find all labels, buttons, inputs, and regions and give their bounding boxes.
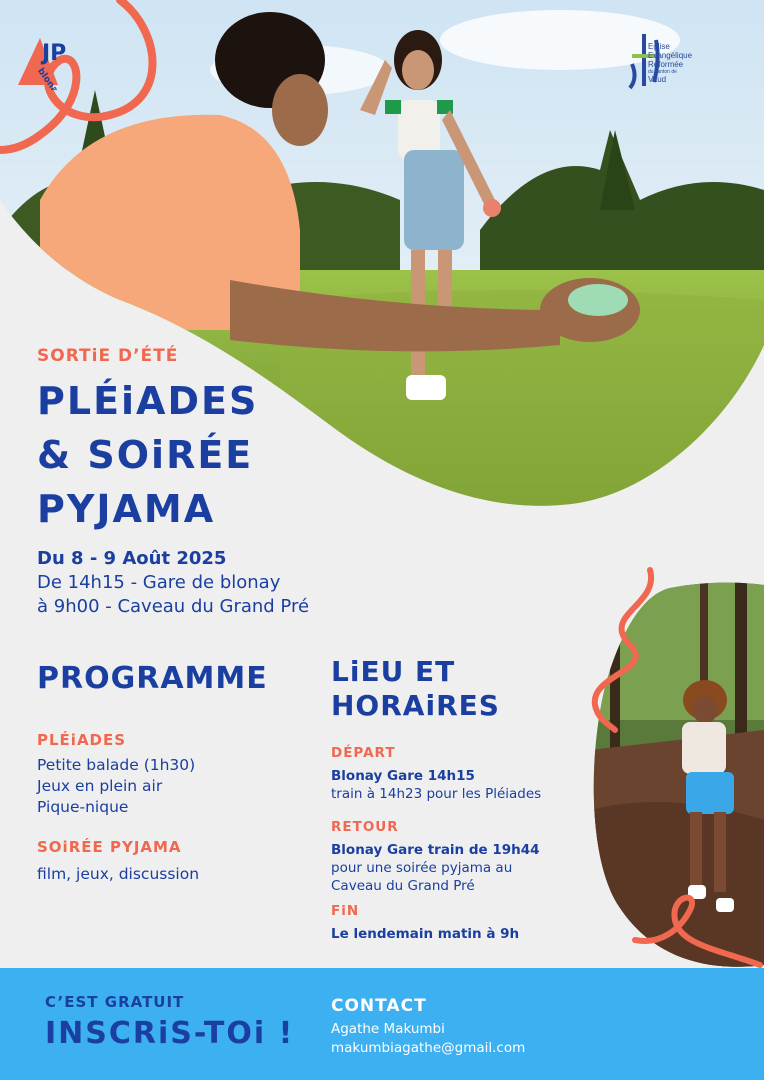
list-item: Pique-nique (37, 798, 129, 816)
register-callout: INSCRiS-TOi ! (45, 1016, 295, 1051)
church-line-1: Eglise (648, 42, 670, 51)
event-end: à 9h00 - Caveau du Grand Pré (37, 596, 310, 617)
fin-heading: FiN (331, 903, 360, 919)
event-start: De 14h15 - Gare de blonay (37, 572, 281, 593)
programme-heading: PROGRAMME (37, 661, 268, 696)
hero-title-line-2: & SOiRÉE (37, 433, 254, 477)
hero-title-block (37, 346, 258, 536)
list-item: Jeux en plein air (37, 777, 163, 795)
retour-text-2: Caveau du Grand Pré (331, 878, 475, 894)
list-item: Petite balade (1h30) (37, 756, 196, 774)
lieu-section (331, 655, 591, 943)
church-line-4: du canton de (648, 69, 677, 75)
church-line-5: Vaud (648, 75, 667, 84)
contact-name: Agathe Makumbi (331, 1021, 445, 1037)
church-name (648, 42, 692, 84)
contact-block (331, 996, 525, 1058)
contact-email[interactable]: makumbiagathe@gmail.com (331, 1040, 526, 1056)
retour-text-1: pour une soirée pyjama au (331, 860, 513, 876)
depart-heading: DÉPART (331, 745, 396, 761)
church-line-3: Réformée (648, 60, 684, 69)
coral-squiggle-bottom (630, 890, 764, 980)
event-date: Du 8 - 9 Août 2025 (37, 548, 227, 569)
lieu-heading (331, 655, 591, 723)
retour-bold: Blonay Gare train de 19h44 (331, 842, 540, 858)
lieu-heading-line-2: HORAiRES (331, 689, 500, 722)
free-label: C’EST GRATUIT (45, 993, 185, 1011)
hero-title-line-3: PYJAMA (37, 487, 216, 531)
hero-eyebrow: SORTiE D’ÉTÉ (37, 346, 179, 366)
jp-logo (18, 30, 88, 90)
pleiades-heading: PLÉiADES (37, 731, 127, 749)
depart-bold: Blonay Gare 14h15 (331, 768, 475, 784)
coral-squiggle-right (580, 565, 670, 735)
event-dates (37, 547, 309, 619)
jp-logo-blonay: blonay (35, 66, 63, 90)
depart-text: train à 14h23 pour les Pléiades (331, 786, 542, 802)
retour-heading: RETOUR (331, 819, 399, 835)
lieu-heading-line-1: LiEU ET (331, 655, 456, 688)
programme-section (37, 659, 307, 885)
contact-heading: CONTACT (331, 996, 427, 1016)
fin-bold: Le lendemain matin à 9h (331, 926, 520, 942)
pleiades-list (37, 755, 307, 818)
hero-title-line-1: PLÉiADES (37, 379, 259, 423)
hero-title (37, 374, 258, 536)
jp-logo-letters: JP (42, 41, 67, 66)
soiree-text: film, jeux, discussion (37, 865, 200, 883)
soiree-heading: SOiRÉE PYJAMA (37, 838, 182, 856)
church-line-2: Evangélique (648, 51, 693, 60)
